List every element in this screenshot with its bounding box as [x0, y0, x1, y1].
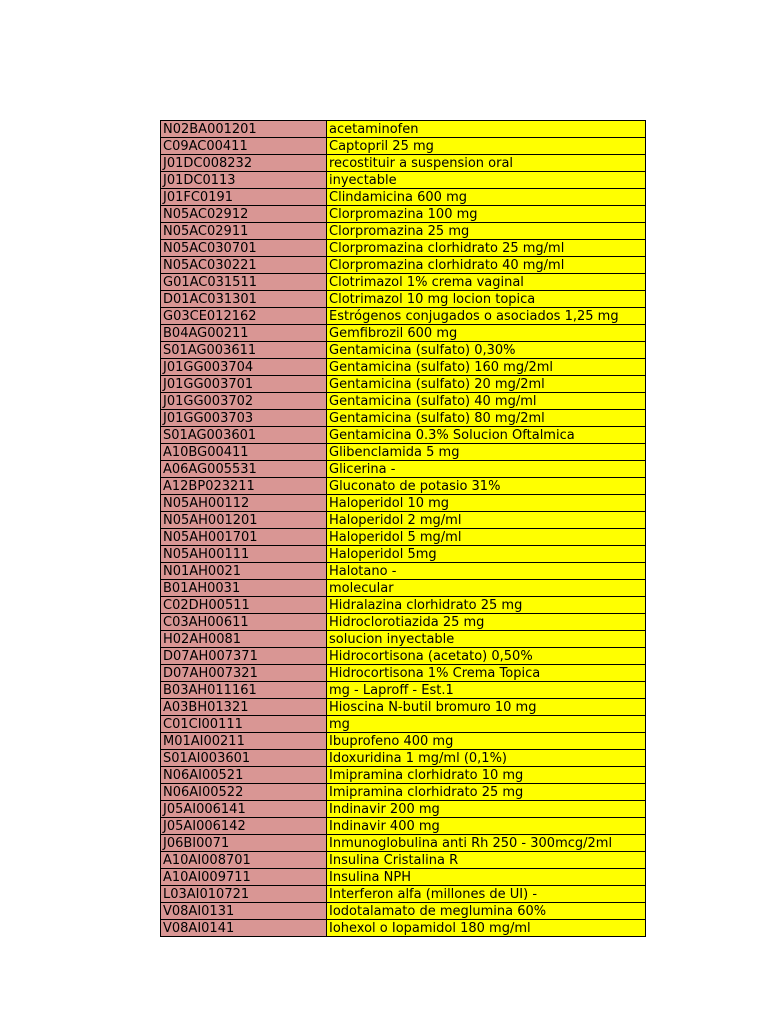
description-cell[interactable]: Gentamicina (sulfato) 20 mg/2ml [327, 376, 646, 393]
code-cell[interactable]: B03AH011161 [161, 682, 327, 699]
code-cell[interactable]: S01AI003601 [161, 750, 327, 767]
table-row [161, 155, 646, 172]
table-row [161, 427, 646, 444]
code-cell[interactable]: L03AI010721 [161, 886, 327, 903]
table-row [161, 308, 646, 325]
description-cell[interactable]: Clotrimazol 10 mg locion topica [327, 291, 646, 308]
table-row [161, 444, 646, 461]
code-cell[interactable]: V08AI0141 [161, 920, 327, 937]
code-cell[interactable]: N06AI00521 [161, 767, 327, 784]
table-row [161, 206, 646, 223]
code-cell[interactable]: C03AH00611 [161, 614, 327, 631]
table-row [161, 274, 646, 291]
table-row [161, 121, 646, 138]
description-cell[interactable]: Hioscina N-butil bromuro 10 mg [327, 699, 646, 716]
code-cell[interactable]: A12BP023211 [161, 478, 327, 495]
table-row [161, 410, 646, 427]
code-cell[interactable]: J05AI006141 [161, 801, 327, 818]
code-cell[interactable]: A10AI008701 [161, 852, 327, 869]
table-row [161, 835, 646, 852]
table-row [161, 512, 646, 529]
description-cell[interactable]: molecular [327, 580, 646, 597]
code-cell[interactable]: D01AC031301 [161, 291, 327, 308]
description-cell[interactable]: Gentamicina 0.3% Solucion Oftalmica [327, 427, 646, 444]
description-cell[interactable]: Gentamicina (sulfato) 40 mg/ml [327, 393, 646, 410]
table-row [161, 495, 646, 512]
code-cell[interactable]: J06BI0071 [161, 835, 327, 852]
description-cell[interactable]: Inmunoglobulina anti Rh 250 - 300mcg/2ml [327, 835, 646, 852]
description-cell[interactable]: Gentamicina (sulfato) 160 mg/2ml [327, 359, 646, 376]
code-cell[interactable]: D07AH007321 [161, 665, 327, 682]
table-row [161, 563, 646, 580]
table-row [161, 376, 646, 393]
description-cell[interactable]: Insulina NPH [327, 869, 646, 886]
code-cell[interactable]: A06AG005531 [161, 461, 327, 478]
table-row [161, 852, 646, 869]
code-cell[interactable]: N05AH00112 [161, 495, 327, 512]
code-cell[interactable]: N05AH001701 [161, 529, 327, 546]
description-cell[interactable]: Clorpromazina clorhidrato 25 mg/ml [327, 240, 646, 257]
description-cell[interactable]: Glicerina - [327, 461, 646, 478]
description-cell[interactable]: Clorpromazina 100 mg [327, 206, 646, 223]
description-cell[interactable]: Imipramina clorhidrato 10 mg [327, 767, 646, 784]
table-row [161, 886, 646, 903]
code-cell[interactable]: N05AC02912 [161, 206, 327, 223]
description-cell[interactable]: Glibenclamida 5 mg [327, 444, 646, 461]
table-row [161, 699, 646, 716]
table-row [161, 648, 646, 665]
table-row [161, 631, 646, 648]
code-cell[interactable]: N05AC030701 [161, 240, 327, 257]
description-cell[interactable]: Haloperidol 10 mg [327, 495, 646, 512]
table-row [161, 257, 646, 274]
table-row [161, 478, 646, 495]
table-row [161, 529, 646, 546]
description-cell[interactable]: Haloperidol 5 mg/ml [327, 529, 646, 546]
code-cell[interactable]: J01FC0191 [161, 189, 327, 206]
table-row [161, 801, 646, 818]
code-cell[interactable]: N05AC030221 [161, 257, 327, 274]
table-row [161, 461, 646, 478]
table-row [161, 614, 646, 631]
description-cell[interactable]: Gluconato de potasio 31% [327, 478, 646, 495]
description-cell[interactable]: Idoxuridina 1 mg/ml (0,1%) [327, 750, 646, 767]
description-cell[interactable]: mg [327, 716, 646, 733]
code-cell[interactable]: J05AI006142 [161, 818, 327, 835]
code-cell[interactable]: N02BA001201 [161, 121, 327, 138]
code-cell[interactable]: N01AH0021 [161, 563, 327, 580]
code-cell[interactable]: J01DC0113 [161, 172, 327, 189]
code-cell[interactable]: J01GG003702 [161, 393, 327, 410]
code-cell[interactable]: J01GG003701 [161, 376, 327, 393]
code-cell[interactable]: S01AG003611 [161, 342, 327, 359]
description-cell[interactable]: Gentamicina (sulfato) 80 mg/2ml [327, 410, 646, 427]
description-cell[interactable]: Clotrimazol 1% crema vaginal [327, 274, 646, 291]
description-cell[interactable]: Halotano - [327, 563, 646, 580]
description-cell[interactable]: inyectable [327, 172, 646, 189]
code-cell[interactable]: S01AG003601 [161, 427, 327, 444]
code-cell[interactable]: V08AI0131 [161, 903, 327, 920]
description-cell[interactable]: Hidroclorotiazida 25 mg [327, 614, 646, 631]
code-cell[interactable]: C01CI00111 [161, 716, 327, 733]
code-cell[interactable]: H02AH0081 [161, 631, 327, 648]
code-cell[interactable]: D07AH007371 [161, 648, 327, 665]
code-cell[interactable]: M01AI00211 [161, 733, 327, 750]
table-body [161, 121, 646, 937]
code-cell[interactable]: C09AC00411 [161, 138, 327, 155]
table-row [161, 546, 646, 563]
description-cell[interactable]: Imipramina clorhidrato 25 mg [327, 784, 646, 801]
medication-code-table [160, 120, 646, 937]
description-cell[interactable]: Haloperidol 2 mg/ml [327, 512, 646, 529]
table-row [161, 903, 646, 920]
description-cell[interactable]: Iohexol o Iopamidol 180 mg/ml [327, 920, 646, 937]
table-row [161, 767, 646, 784]
table-row [161, 325, 646, 342]
description-cell[interactable]: Hidrocortisona 1% Crema Topica [327, 665, 646, 682]
code-cell[interactable]: N06AI00522 [161, 784, 327, 801]
description-cell[interactable]: solucion inyectable [327, 631, 646, 648]
table-row [161, 138, 646, 155]
table-row [161, 784, 646, 801]
code-cell[interactable]: A10AI009711 [161, 869, 327, 886]
description-cell[interactable]: Clindamicina 600 mg [327, 189, 646, 206]
table-row [161, 393, 646, 410]
description-cell[interactable]: Gentamicina (sulfato) 0,30% [327, 342, 646, 359]
table-row [161, 733, 646, 750]
code-cell[interactable]: C02DH00511 [161, 597, 327, 614]
table-row [161, 223, 646, 240]
table-row [161, 172, 646, 189]
table-row [161, 291, 646, 308]
code-cell[interactable]: N05AC02911 [161, 223, 327, 240]
description-cell[interactable]: Iodotalamato de meglumina 60% [327, 903, 646, 920]
table-row [161, 597, 646, 614]
code-cell[interactable]: G01AC031511 [161, 274, 327, 291]
code-cell[interactable]: J01GG003704 [161, 359, 327, 376]
description-cell[interactable]: Hidrocortisona (acetato) 0,50% [327, 648, 646, 665]
table-row [161, 682, 646, 699]
description-cell[interactable]: Indinavir 200 mg [327, 801, 646, 818]
code-cell[interactable]: J01DC008232 [161, 155, 327, 172]
description-cell[interactable]: Clorpromazina clorhidrato 40 mg/ml [327, 257, 646, 274]
description-cell[interactable]: Haloperidol 5mg [327, 546, 646, 563]
description-cell[interactable]: Interferon alfa (millones de UI) - [327, 886, 646, 903]
table-row [161, 665, 646, 682]
table-row [161, 189, 646, 206]
table-row [161, 240, 646, 257]
table-row [161, 716, 646, 733]
description-cell[interactable]: Ibuprofeno 400 mg [327, 733, 646, 750]
code-cell[interactable]: A03BH01321 [161, 699, 327, 716]
table-row [161, 818, 646, 835]
code-cell[interactable]: B01AH0031 [161, 580, 327, 597]
table-row [161, 359, 646, 376]
table-row [161, 869, 646, 886]
code-cell[interactable]: B04AG00211 [161, 325, 327, 342]
table-row [161, 342, 646, 359]
table-row [161, 750, 646, 767]
description-cell[interactable]: Captopril 25 mg [327, 138, 646, 155]
table-row [161, 580, 646, 597]
description-cell[interactable]: Estrógenos conjugados o asociados 1,25 mg [327, 308, 646, 325]
code-cell[interactable]: N05AH00111 [161, 546, 327, 563]
description-cell[interactable]: Hidralazina clorhidrato 25 mg [327, 597, 646, 614]
description-cell[interactable]: Insulina Cristalina R [327, 852, 646, 869]
description-cell[interactable]: acetaminofen [327, 121, 646, 138]
description-cell[interactable]: Indinavir 400 mg [327, 818, 646, 835]
code-cell[interactable]: N05AH001201 [161, 512, 327, 529]
code-cell[interactable]: A10BG00411 [161, 444, 327, 461]
description-cell[interactable]: Clorpromazina 25 mg [327, 223, 646, 240]
code-cell[interactable]: J01GG003703 [161, 410, 327, 427]
description-cell[interactable]: recostituir a suspension oral [327, 155, 646, 172]
description-cell[interactable]: Gemfibrozil 600 mg [327, 325, 646, 342]
description-cell[interactable]: mg - Laproff - Est.1 [327, 682, 646, 699]
code-cell[interactable]: G03CE012162 [161, 308, 327, 325]
table-row [161, 920, 646, 937]
